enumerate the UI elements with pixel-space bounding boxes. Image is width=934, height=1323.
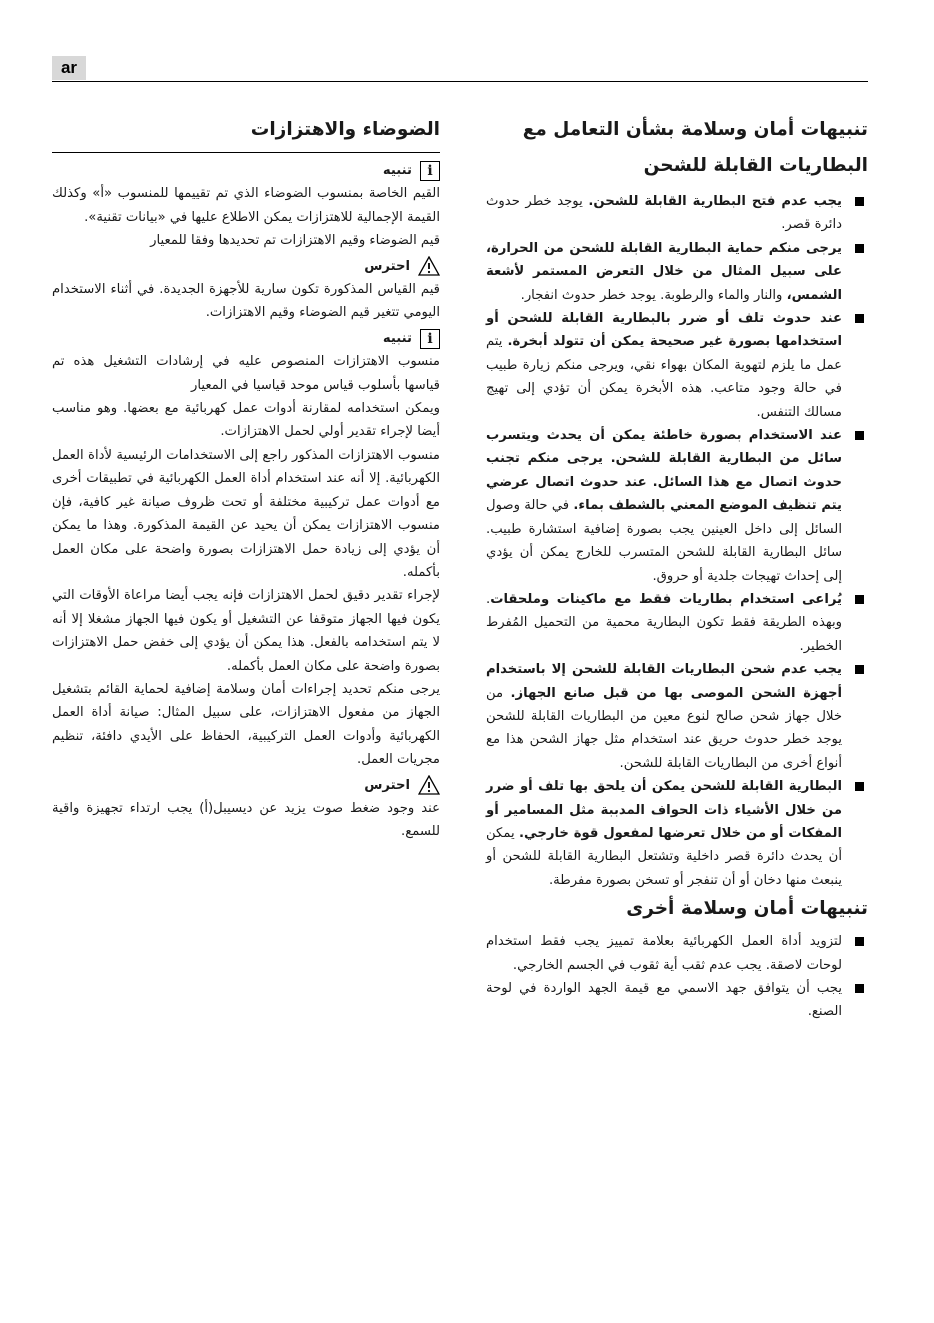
paragraph: منسوب الاهتزازات المنصوص عليه في إرشادات التشغيل هذه تم قياسها بأسلوب قياس موحد قياسيا في المعيار	[52, 354, 440, 393]
list-item	[486, 658, 868, 775]
list-item	[486, 977, 868, 1024]
info-icon: i	[420, 329, 440, 349]
paragraph: لإجراء تقدير دقيق لحمل الاهتزازات فإنه يجب أيضا مراعاة الأوقات التي يكون فيها الجهاز متوقفا عن التشغيل أو يكون فيها الجهاز مشغلا إلا أنه لا يتم استخدامه بالفعل. هذا يمكن أن يؤدي إلى خفض حمل الاهتزازات بصورة واضحة على مكان العمل بأكمله.	[52, 588, 440, 674]
warning-heading	[52, 255, 440, 278]
warning-heading	[52, 774, 440, 797]
paragraph: عند وجود ضغط صوت يزيد عن ديسيبل(أ) يجب ارتداء تجهيزة واقية للسمع.	[52, 800, 440, 840]
paragraph: منسوب الاهتزازات المذكور راجع إلى الاستخدامات الرئيسية لأداة العمل الكهربائية. إلا أنه عند استخدام أداة العمل الكهربائية في تطبيقات أخرى مع أدوات عمل تركيبية مختلفة أو تحت ظروف صيانة غير كافية، فإن منسوب الاهتزازات يمكن أن يحيد عن القيمة المذكورة. وهذا ما يمكن أن يؤدي إلى زيادة حمل الاهتزازات بصورة واضحة على مكان العمل بأكمله.	[52, 447, 440, 580]
paragraph: ويمكن استخدامه لمقارنة أدوات عمل كهربائية مع بعضها. وهو مناسب أيضا لإجراء تقدير أولي لحمل الاهتزازات.	[52, 401, 440, 440]
list-item	[486, 775, 868, 892]
list-item-text: في حالة وصول السائل إلى داخل العينين يجب بصورة إضافية استشارة طبيب. سائل البطارية القابلة للشحن المتسرب للخارج يمكن أن يؤدي إلى إحداث تهيجات جلدية أو حروق.	[486, 498, 842, 584]
list-item-text: يمكن أن يحدث دائرة قصر داخلية وتشتعل البطارية القابلة للشحن أو ينبعث منها دخان أو أن تنفجر أو تسخن بصورة مفرطة.	[486, 825, 842, 888]
list-item-text: والنار والماء والرطوبة. يوجد خطر حدوث انفجار.	[520, 287, 787, 303]
warning-icon	[418, 775, 440, 795]
right-column	[486, 112, 868, 1024]
left-column	[52, 112, 440, 844]
list-item-text: لتزويد أداة العمل الكهربائية بعلامة تمييز يجب فقط استخدام لوحات لاصقة. يجب عدم ثقب أية ثقوب في الجسم الخارجي.	[486, 934, 842, 973]
list-item	[486, 190, 868, 237]
battery-safety-list	[486, 190, 868, 892]
section-title-battery-safety: تنبيهات أمان وسلامة بشأن التعامل مع البطاريات القابلة للشحن	[522, 119, 868, 176]
list-item-bold: يجب عدم شحن البطاريات القابلة للشحن إلا باستخدام أجهزة الشحن الموصى بها من قبل صانع الجهاز.	[486, 662, 843, 701]
note-heading	[52, 159, 440, 182]
list-item-bold: يجب عدم فتح البطارية القابلة للشحن.	[588, 194, 842, 209]
paragraph: قيم الضوضاء وقيم الاهتزازات تم تحديدها وفقا للمعيار	[150, 233, 440, 249]
list-item-bold: يُراعى استخدام بطاريات فقط مع ماكينات وملحقات	[490, 591, 842, 607]
list-item-text: من خلال جهاز شحن صالح لنوع معين من البطاريات القابلة للشحن يوجد خطر حدوث حريق عند استخدام مثل جهاز الشحن هذا مع أنواع أخرى من البطاريات القابلة للشحن.	[486, 685, 842, 771]
language-tag: ar	[52, 56, 86, 80]
list-item	[486, 588, 868, 658]
paragraph: يرجى منكم تحديد إجراءات أمان وسلامة إضافية لحماية القائم بتشغيل الجهاز من مفعول الاهتزازات، على سبيل المثال: صيانة أداة العمل الكهربائية وأدوات العمل التركيبية، الحفاظ على الأيدي دافئة، تنظيم مجريات العمل.	[52, 681, 440, 768]
section-subtitle-other-safety: تنبيهات أمان وسلامة أخرى	[626, 898, 868, 920]
note-heading	[52, 327, 440, 350]
list-item-text: يجب أن يتوافق جهد الاسمي مع قيمة الجهد الواردة في لوحة الصنع.	[486, 981, 842, 1020]
list-item	[486, 930, 868, 977]
section-title-noise-vibration: الضوضاء والاهتزازات	[52, 112, 440, 153]
list-item-text: يوجد خطر حدوث دائرة قصر.	[486, 194, 842, 233]
header-rule	[52, 81, 868, 82]
list-item-text: . وبهذه الطريقة فقط تكون البطارية محمية من التحميل المُفرط الخطير.	[486, 591, 842, 654]
list-item-bold: عند حدوث تلف أو ضرر بالبطارية القابلة للشحن أو استخدامها بصورة غير صحيحة يمكن أن تتولد أبخرة.	[486, 311, 843, 350]
list-item-bold: عند الاستخدام بصورة خاطئة يمكن أن يحدث ويتسرب سائل من البطارية القابلة للشحن. يرجى منكم تجنب حدوث اتصال مع هذا السائل. عند حدوث اتصال عرضي يتم تنظيف الموضع المعني بالشطف بماء.	[486, 428, 842, 514]
note-label: تنبيه	[382, 330, 412, 346]
list-item	[486, 237, 868, 307]
list-item-bold: يرجى منكم حماية البطارية القابلة للشحن من الحرارة، على سبيل المثال من خلال التعرض المستمر لأشعة الشمس،	[486, 240, 842, 303]
list-item-bold: البطارية القابلة للشحن يمكن أن يلحق بها تلف أو ضرر من خلال الأشياء ذات الحواف المدببة مثل المسامير أو المفكات أو من خلال تعرضها لمفعول قوة خارجي.	[486, 779, 842, 841]
warning-label: احترس	[364, 777, 410, 793]
list-item-text: يتم عمل ما يلزم لتهوية المكان بهواء نقي، ويرجى منكم زيارة طبيب في حالة وجود متاعب. هذه الأبخرة يمكن أن تؤدي إلى تهيج مسالك التنفس.	[486, 334, 842, 420]
info-icon: i	[420, 161, 440, 181]
list-item	[486, 424, 868, 588]
warning-icon	[418, 256, 440, 276]
note-label: تنبيه	[382, 163, 412, 178]
list-item	[486, 307, 868, 424]
paragraph: قيم القياس المذكورة تكون سارية للأجهزة الجديدة. في أثناء الاستخدام اليومي تتغير قيم الضوضاء وقيم الاهتزازات.	[52, 282, 440, 321]
other-safety-list	[486, 930, 868, 1024]
paragraph: القيم الخاصة بمنسوب الضوضاء الذي تم تقييمها للمنسوب «أ» وكذلك القيمة الإجمالية للاهتزازات يمكن الاطلاع عليها في «بيانات تقنية».	[52, 186, 440, 225]
warning-label: احترس	[364, 258, 410, 274]
